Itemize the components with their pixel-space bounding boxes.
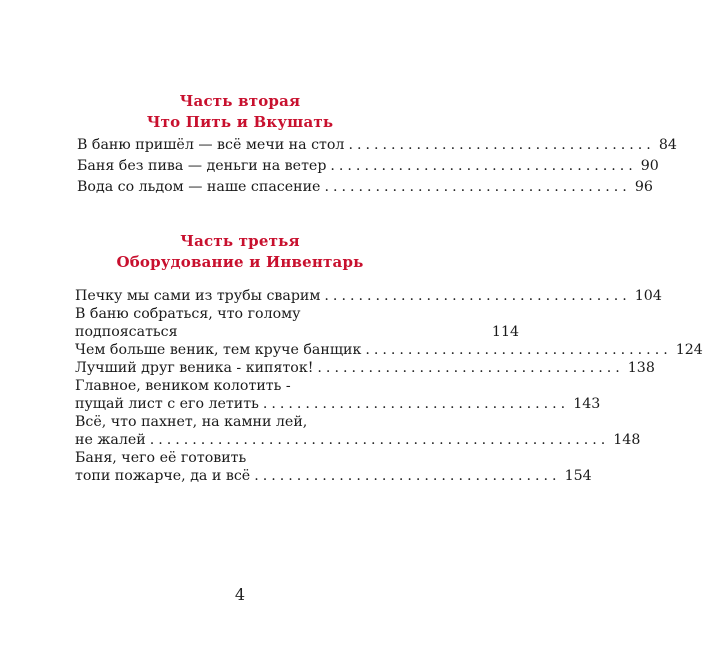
toc-entry-title-line1[interactable]: Всё, что пахнет, на камни лей,: [75, 414, 308, 430]
leader-dots: ....................................: [254, 468, 561, 484]
toc-entry[interactable]: [77, 177, 653, 197]
leader-dots: ......................................................: [149, 432, 610, 448]
toc-entry-title: подпоясаться: [75, 324, 178, 340]
toc-entry-title: Вода со льдом — наше спасение: [77, 179, 321, 195]
leader-dots: ....................................: [262, 396, 570, 412]
part3-heading: Часть третья: [180, 232, 300, 250]
toc-entry[interactable]: [77, 135, 677, 155]
part2-heading: Часть вторая: [179, 92, 301, 110]
part2-subtitle: Что Пить и Вкушать: [146, 113, 334, 131]
leader-space: [182, 322, 488, 342]
toc-entry-title-line1[interactable]: Баня, чего её готовить: [75, 450, 247, 466]
toc-entry-page: 114: [491, 324, 520, 340]
toc-entry-page: 96: [634, 179, 653, 195]
leader-dots: ....................................: [324, 179, 631, 195]
toc-entry-page: 138: [627, 360, 655, 376]
leader-dots: ....................................: [365, 342, 672, 358]
toc-entry[interactable]: [75, 286, 662, 306]
toc-entry-title: не жалей: [75, 432, 146, 448]
toc-entry-page: 143: [573, 396, 601, 412]
toc-entry-page: 104: [634, 288, 662, 304]
toc-entry-page: 84: [658, 137, 677, 153]
toc-entry-title: В баню пришёл — всё мечи на стол: [77, 137, 345, 153]
leader-dots: ....................................: [324, 288, 631, 304]
toc-entry-page: 154: [564, 468, 592, 484]
toc-entry-title: топи пожарче, да и всё: [75, 468, 251, 484]
toc-entry[interactable]: [75, 340, 703, 360]
toc-entry-title: Лучший друг веника - кипяток!: [75, 360, 314, 376]
toc-entry-title: Печку мы сами из трубы сварим: [75, 288, 321, 304]
toc-entry-page: 148: [613, 432, 641, 448]
leader-dots: ....................................: [330, 158, 637, 174]
toc-entry-page: 90: [640, 158, 659, 174]
toc-entry-title: Баня без пива — деньги на ветер: [77, 158, 327, 174]
toc-entry[interactable]: [75, 394, 601, 414]
toc-entry[interactable]: [75, 358, 655, 378]
toc-entry[interactable]: [75, 322, 520, 342]
toc-entry[interactable]: [75, 430, 641, 450]
part3-subtitle: Оборудование и Инвентарь: [116, 253, 364, 271]
leader-dots: ....................................: [317, 360, 624, 376]
toc-entry-title-line1[interactable]: В баню собраться, что голому: [75, 306, 301, 322]
toc-entry-page: 124: [675, 342, 703, 358]
toc-entry[interactable]: [77, 156, 659, 176]
toc-entry-title: пущай лист с его летить: [75, 396, 259, 412]
toc-entry-title-line1[interactable]: Главное, веником колотить -: [75, 378, 291, 394]
page-number: 4: [234, 585, 246, 604]
leader-dots: ....................................: [348, 137, 655, 153]
toc-entry[interactable]: [75, 466, 592, 486]
toc-entry-title: Чем больше веник, тем круче банщик: [75, 342, 362, 358]
